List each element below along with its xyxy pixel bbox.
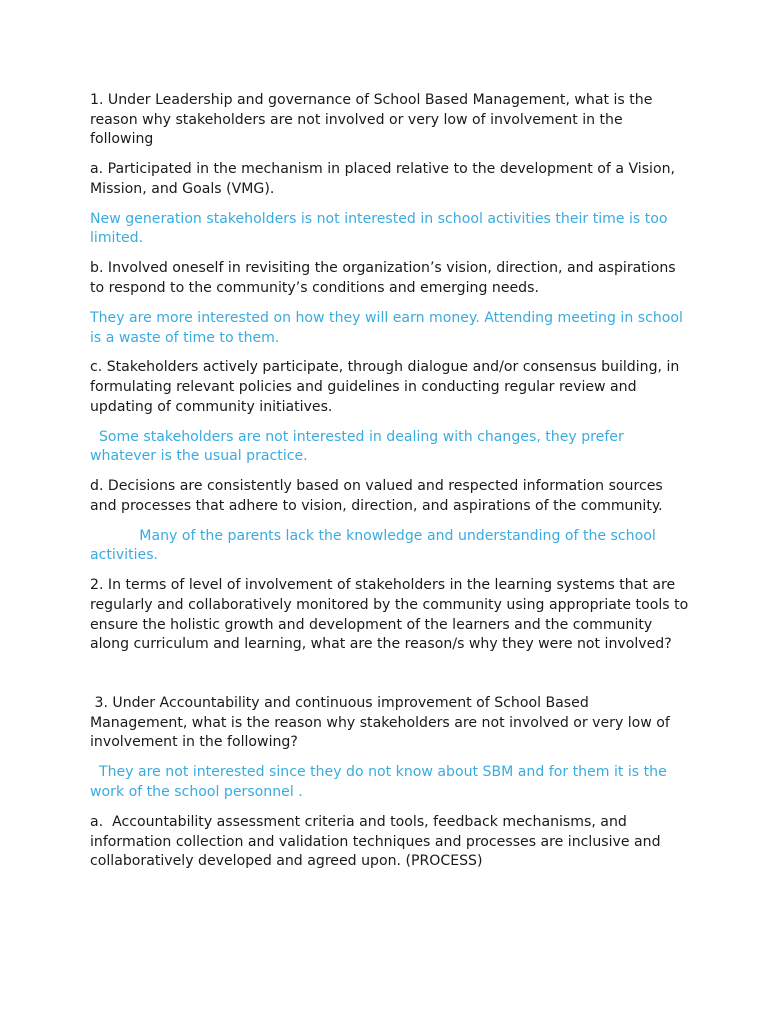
blank-line	[90, 665, 690, 694]
answer-1a: New generation stakeholders is not interested in school activities their time is too limited.	[90, 210, 673, 247]
question-3a: a. Accountability assessment criteria and tools, feedback mechanisms, and information collection and validation techniques and processes are inclusive and collaboratively developed and agreed upon. (PROCESS)	[90, 813, 665, 870]
answer-3: They are not interested since they do not know about SBM and for them it is the work of the school personnel .	[90, 764, 672, 800]
document-page	[90, 91, 693, 882]
answer-1b: They are more interested on how they will earn money. Attending meeting in school is a waste of time to them.	[90, 309, 688, 346]
question-1c: c. Stakeholders actively participate, through dialogue and/or consensus building, in formulating relevant policies and guidelines in conducting regular review and updating of community initiatives.	[90, 359, 684, 415]
question-2: 2. In terms of level of involvement of stakeholders in the learning systems that are regularly and collaboratively monitored by the community using appropriate tools to ensure the holistic growth and development of the learners and the community along curriculum and learning, what are the reason/s why they were not involved?	[90, 577, 693, 653]
question-1b: b. Involved oneself in revisiting the organization’s vision, direction, and aspirations to respond to the community’s conditions and emerging needs.	[90, 260, 681, 296]
answer-1d: Many of the parents lack the knowledge and understanding of the school activities.	[90, 527, 661, 564]
question-3: 3. Under Accountability and continuous improvement of School Based Management, what is the reason why stakeholders are not involved or very low of involvement in the following?	[90, 695, 675, 751]
question-1: 1. Under Leadership and governance of School Based Management, what is the reason why stakeholders are not involved or very low of involvement in the following	[90, 92, 657, 148]
question-1d: d. Decisions are consistently based on valued and respected information sources and processes that adhere to vision, direction, and aspirations of the community.	[90, 478, 668, 514]
answer-1c: Some stakeholders are not interested in dealing with changes, they prefer whatever is the usual practice.	[90, 428, 629, 465]
question-1a: a. Participated in the mechanism in placed relative to the development of a Vision, Mission, and Goals (VMG).	[90, 161, 680, 197]
